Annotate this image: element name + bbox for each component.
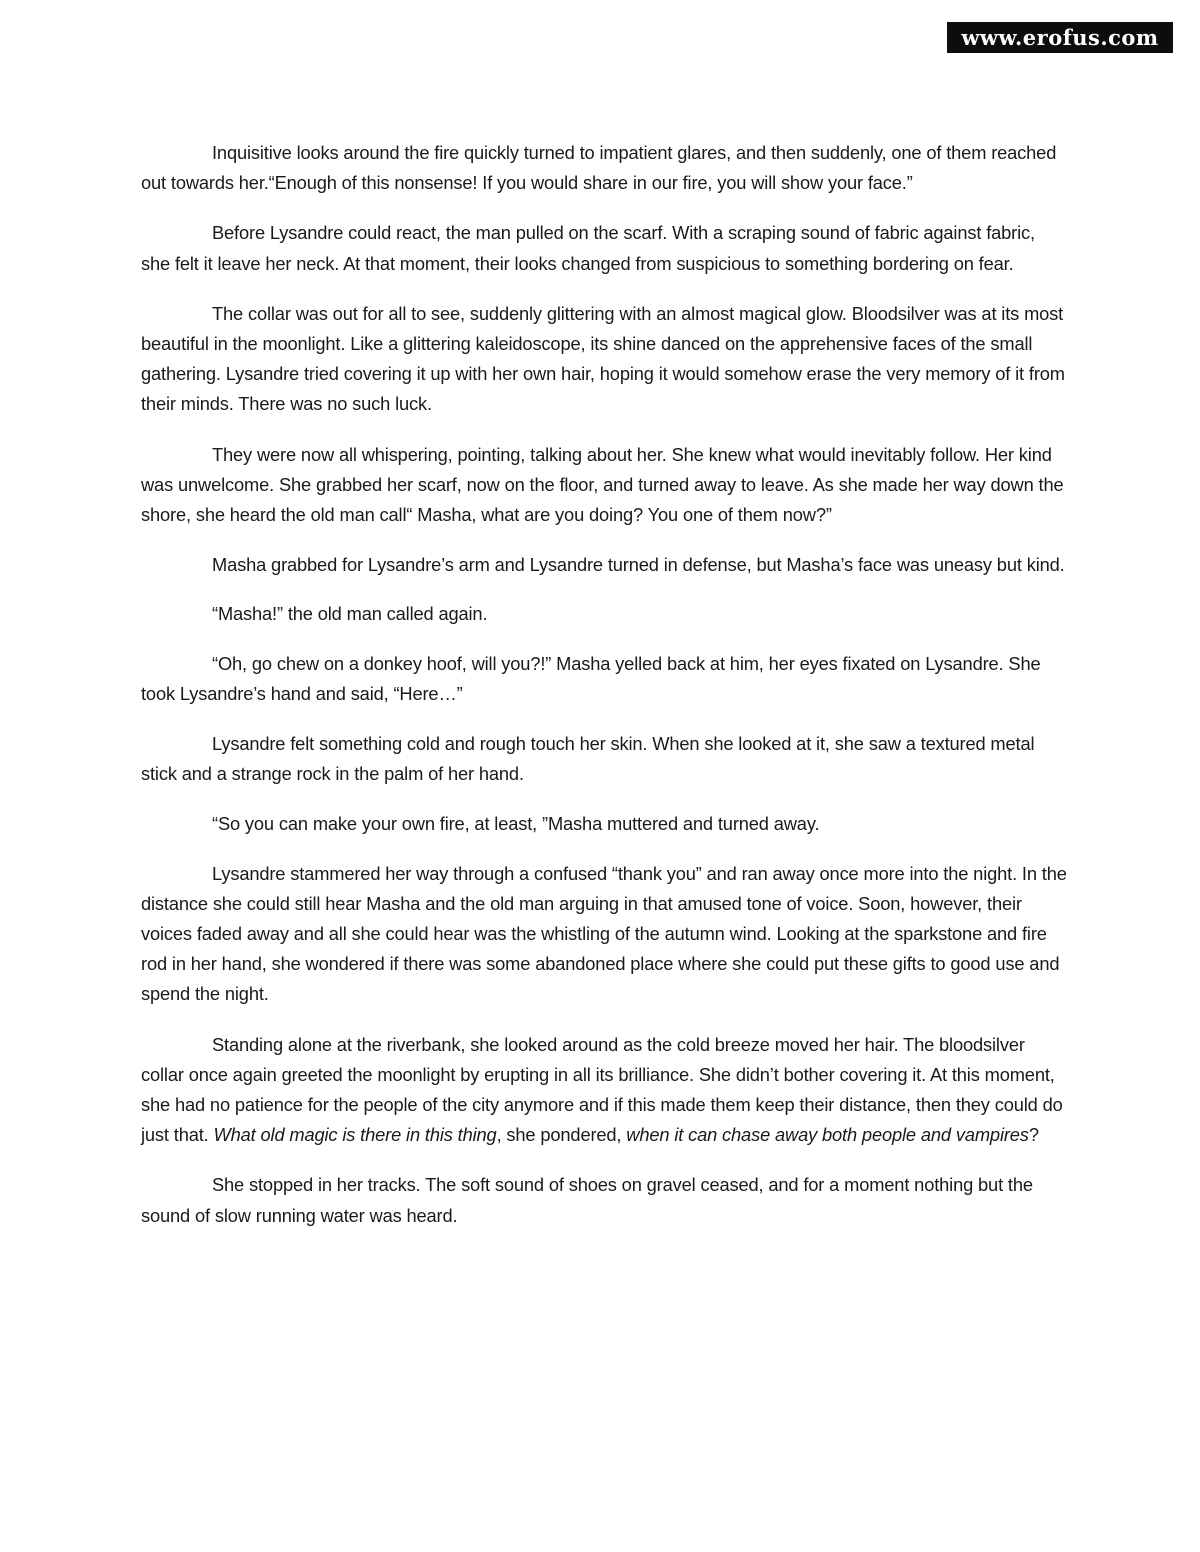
paragraph: Lysandre stammered her way through a confused “thank you” and ran away once more into the night. In the distance she could still hear Masha and the old man arguing in that amused tone of voice. Soon, however, their voices faded away and all she could hear was the whistling of the autumn wind. Looking at the sparkstone and fire rod in her hand, she wondered if there was some abandoned place where she could put these gifts to good use and spend the night. [141, 862, 1067, 1005]
text-segment: Standing alone at the riverbank, she looked around as the cold breeze moved her hair. The bloodsilver collar once again greeted the moonlight by erupting in all its brilliance. She didn’t bother covering it. At this moment, she had no patience for the people of the city anymore and if this made them keep their distance, then they could do just that. [141, 1033, 1063, 1146]
paragraph: “Oh, go chew on a donkey hoof, will you?!” Masha yelled back at him, her eyes fixated on Lysandre. She took Lysandre’s hand and said, “Here…” [141, 652, 1041, 704]
paragraph: Lysandre felt something cold and rough touch her skin. When she looked at it, she saw a textured metal stick and a strange rock in the palm of her hand. [141, 733, 1035, 785]
document-body [141, 138, 1067, 1231]
watermark-logo: www.erofus.com [945, 20, 1175, 55]
paragraph: “So you can make your own fire, at least, ”Masha muttered and turned away. [212, 813, 820, 835]
paragraph: They were now all whispering, pointing, talking about her. She knew what would inevitably follow. Her kind was unwelcome. She grabbed her scarf, now on the floor, and turned away to leave. As she made her way down the shore, she heard the old man call“ Masha, what are you doing? You one of them now?” [141, 443, 1064, 526]
italic-thought: What old magic is there in this thing [213, 1124, 497, 1146]
paragraph-with-italics [141, 1030, 1067, 1151]
paragraph: She stopped in her tracks. The soft sound of shoes on gravel ceased, and for a moment nothing but the sound of slow running water was heard. [141, 1174, 1033, 1226]
text-segment: , she pondered, [496, 1124, 627, 1146]
paragraph: “Masha!” the old man called again. [212, 603, 488, 625]
text-segment: ? [1028, 1124, 1039, 1146]
italic-thought: when it can chase away both people and vampires [626, 1124, 1029, 1146]
paragraph: The collar was out for all to see, suddenly glittering with an almost magical glow. Bloodsilver was at its most beautiful in the moonlight. Like a glittering kaleidoscope, its shine danced on the apprehensive faces of the small gathering. Lysandre tried covering it up with her own hair, hoping it would somehow erase the very memory of it from their minds. There was no such luck. [141, 302, 1065, 415]
paragraph: Before Lysandre could react, the man pulled on the scarf. With a scraping sound of fabric against fabric, she felt it leave her neck. At that moment, their looks changed from suspicious to something bordering on fear. [141, 222, 1035, 274]
paragraph: Masha grabbed for Lysandre’s arm and Lysandre turned in defense, but Masha’s face was uneasy but kind. [212, 554, 1065, 576]
paragraph: Inquisitive looks around the fire quickly turned to impatient glares, and then suddenly, one of them reached out towards her.“Enough of this nonsense! If you would share in our fire, you will show your face.” [141, 142, 1057, 194]
